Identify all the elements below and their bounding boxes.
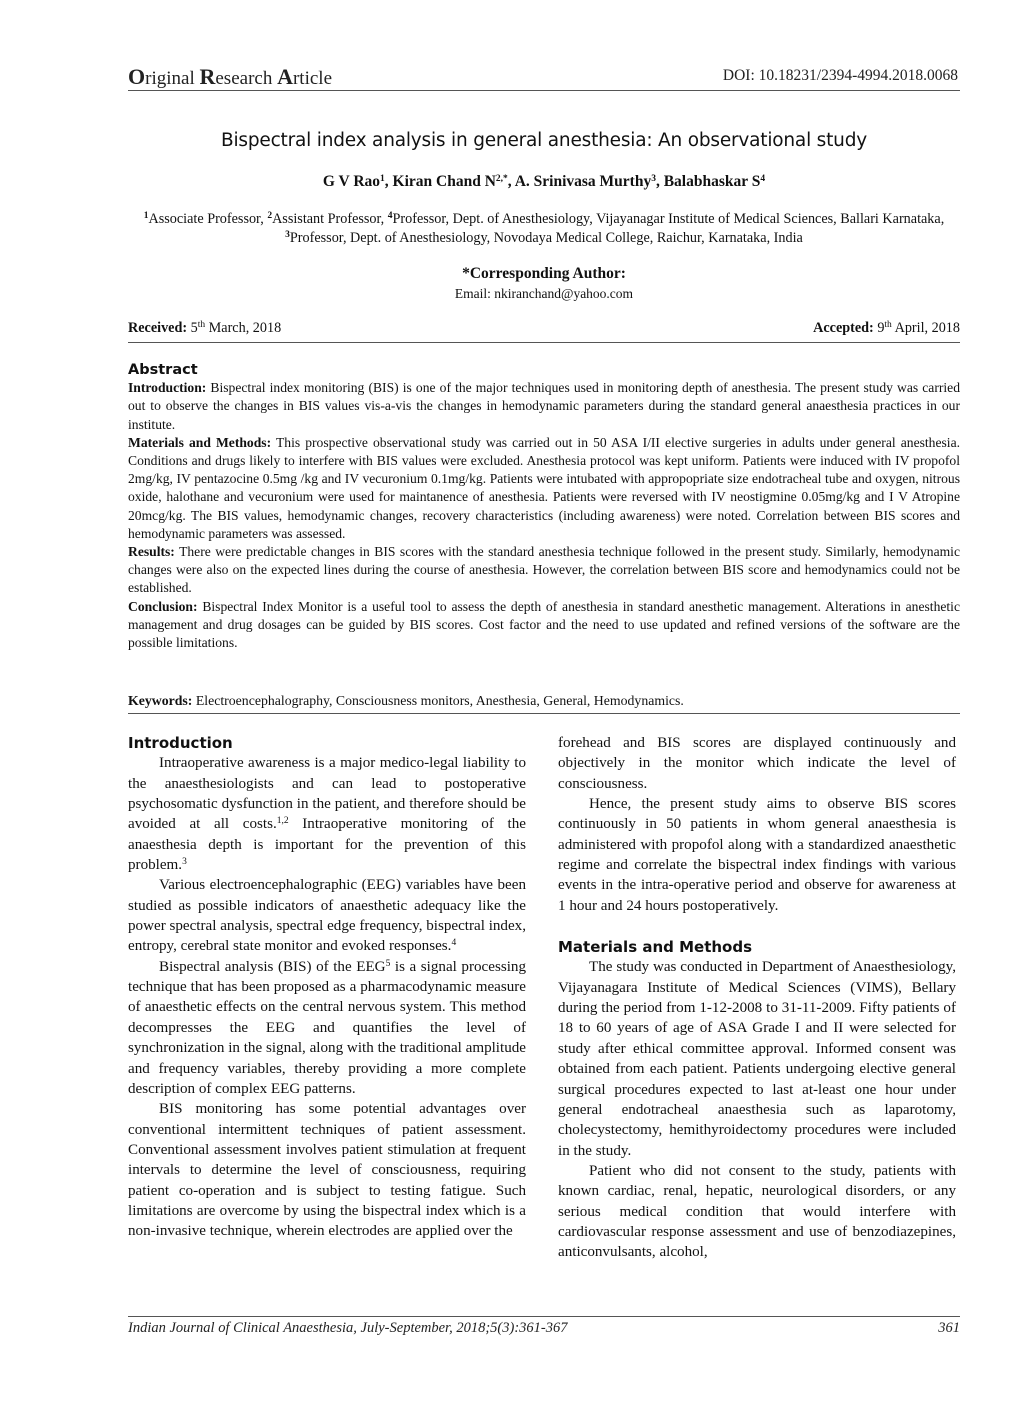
methods-heading: Materials and Methods bbox=[558, 938, 753, 957]
page-number: 361 bbox=[938, 1320, 960, 1336]
paragraph: The study was conducted in Department of Anaesthesiology, Vijayanagara Institute of Medical Sciences (VIMS), Bellary during the period from 1-12-2008 to 31-11-2009. Fifty patients of 18 to 60 years of age of ASA Grade I and II were selected for study after ethical committee approval. Informed consent was obtained from each patient. Patients undergoing elective general surgical procedures expected to last at-least one hour under general endotracheal anaesthesia such as laparotomy, cholecystectomy, hemithyroidectomy procedures were included in the study. bbox=[558, 959, 956, 1159]
abstract-conclusion: Conclusion: Bispectral Index Monitor is a useful tool to assess the depth of anesthesia in standard anesthetic management. Alterations in anesthetic management and drug dosages can be guided by BIS scores. Cost factor and the need to use updated and refined versions of the software are the possible limitations. bbox=[128, 598, 960, 651]
footer-divider bbox=[128, 1316, 960, 1317]
paragraph: forehead and BIS scores are displayed continuously and objectively in the monitor which indicate the level of consciousness. bbox=[558, 735, 956, 792]
abstract-methods: Materials and Methods: This prospective observational study was carried out in 50 ASA I/II elective surgeries in adults under general anesthesia. Conditions and drugs likely to interfere with BIS values were excluded. Anesthesia protocol was kept uniform. Patients were induced with IV propofol 2mg/kg, IV pentazocine 0.5mg /kg and IV vecuronium 0.1mg/kg. Patients were intubated with appropopriate size endotracheal tube and oxygen, nitrous oxide, halothane and vecuronium were used for maintanence of anesthesia. Patients were reversed with IV neostigmine 0.05mg/kg and I V Atropine 20mcg/kg. The BIS values, hemodynamic changes, recovery characteristics (including awareness) were noted. Correlation between BIS scores and hemodynamic parameters was assessed. bbox=[128, 434, 960, 541]
received-date: Received: 5th March, 2018 bbox=[128, 320, 282, 336]
footer-journal: Indian Journal of Clinical Anaesthesia, July-September, 2018;5(3):361-367 bbox=[128, 1320, 568, 1336]
keywords: Keywords: Electroencephalography, Consciousness monitors, Anesthesia, General, Hemodynamics. bbox=[128, 693, 684, 708]
introduction-heading: Introduction bbox=[128, 734, 233, 752]
corresponding-author-label: *Corresponding Author: bbox=[462, 265, 626, 282]
paragraph: Hence, the present study aims to observe BIS scores continuously in 50 patients in whom general anaesthesia is administered with propofol along with a standardized anaesthetic regime and correlate the bispectral index findings with various events in the intra-operative period and observe for awareness at 1 hour and 24 hours postoperatively. bbox=[558, 796, 956, 914]
abstract-results: Results: There were predictable changes in BIS scores with the standard anesthesia technique followed in the present study. Similarly, hemodynamic changes were also on the expected lines during the course of anesthesia. However, the correlation between BIS score and hemodynamics could not be established. bbox=[128, 544, 960, 596]
affiliations: $^1$Associate Professor, $^2$Assistant Professor, $^4$Professor, Dept. of Anesthesiology, Vijayanagar Institute of Medical Sciences, Ballari Karnataka, $^3$Professor, Dept. of Anesthesiology, Novodaya Medical College, Raichur, Karnataka, India bbox=[143, 211, 945, 246]
abstract bbox=[128, 361, 960, 652]
keywords-divider bbox=[128, 713, 960, 714]
paragraph: Bispectral analysis (BIS) of the EEG$^5$ is a signal processing technique that has been proposed as a pharmacodynamic measure of anaesthetic effects on the central nervous system. This method decompresses the EEG and quantifies the level of synchronization in the signal, along with the traditional amplitude and frequency variables, thereby providing a more complete description of complex EEG patterns. bbox=[128, 958, 526, 1097]
paragraph: BIS monitoring has some potential advantages over conventional intermittent techniques of patient assessment. Conventional assessment involves patient stimulation at frequent intervals to determine the level of consciousness, requiring patient co-operation and is subject to testing fatigue. Such limitations are overcome by using the bispectral index which is a non-invasive technique, wherein electrodes are applied over the bbox=[128, 1101, 526, 1240]
corresponding-email: Email: nkiranchand@yahoo.com bbox=[454, 286, 634, 301]
body-right-column bbox=[558, 733, 956, 1263]
page-footer bbox=[128, 1320, 960, 1337]
paragraph: Various electroencephalographic (EEG) variables have been studied as possible indicators of anaesthetic adequacy like the power spectral analysis, spectral edge frequency, bispectral index, entropy, cerebral state monitor and evoked responses.$^4$ bbox=[128, 877, 527, 955]
author-list: G V Rao$^1$, Kiran Chand $N^{2,*}$, A. Srinivasa Murthy$^3$, Balabhaskar $S^4$ bbox=[322, 173, 766, 190]
accepted-date: Accepted: 9th April, 2018 bbox=[813, 320, 960, 336]
article-type-label: Original Research Article bbox=[128, 64, 333, 89]
paper-title: Bispectral index analysis in general anesthesia: An observational study bbox=[220, 130, 867, 151]
header-divider bbox=[128, 90, 960, 91]
paragraph: Patient who did not consent to the study, patients with known cardiac, renal, hepatic, neurological disorders, or any serious medical condition that would interfere with cardiovascular response assessment and use of benzodiazepines, anticonvulsants, alcohol, bbox=[558, 1162, 956, 1261]
doi: DOI: 10.18231/2394-4994.2018.0068 bbox=[722, 67, 958, 84]
dates-divider bbox=[128, 342, 960, 343]
paragraph: Intraoperative awareness is a major medico-legal liability to the anaesthesiologists and can lead to postoperative psychosomatic dysfunction in the patient, and therefore should be avoided at all costs.$^{1,2}$ Intraoperative monitoring of the anaesthesia depth is important for the prevention of this problem.$^3$ bbox=[128, 755, 526, 874]
abstract-introduction: Introduction: Bispectral index monitoring (BIS) is one of the major techniques used in monitoring depth of anesthesia. The present study was carried out to observe the changes in BIS values vis-a-vis the changes in hemodynamic parameters during the standard general anaesthesia practices in our institute. bbox=[128, 380, 960, 432]
abstract-heading: Abstract bbox=[128, 362, 198, 378]
body-left-column bbox=[128, 733, 526, 1242]
dates-row bbox=[128, 320, 960, 337]
